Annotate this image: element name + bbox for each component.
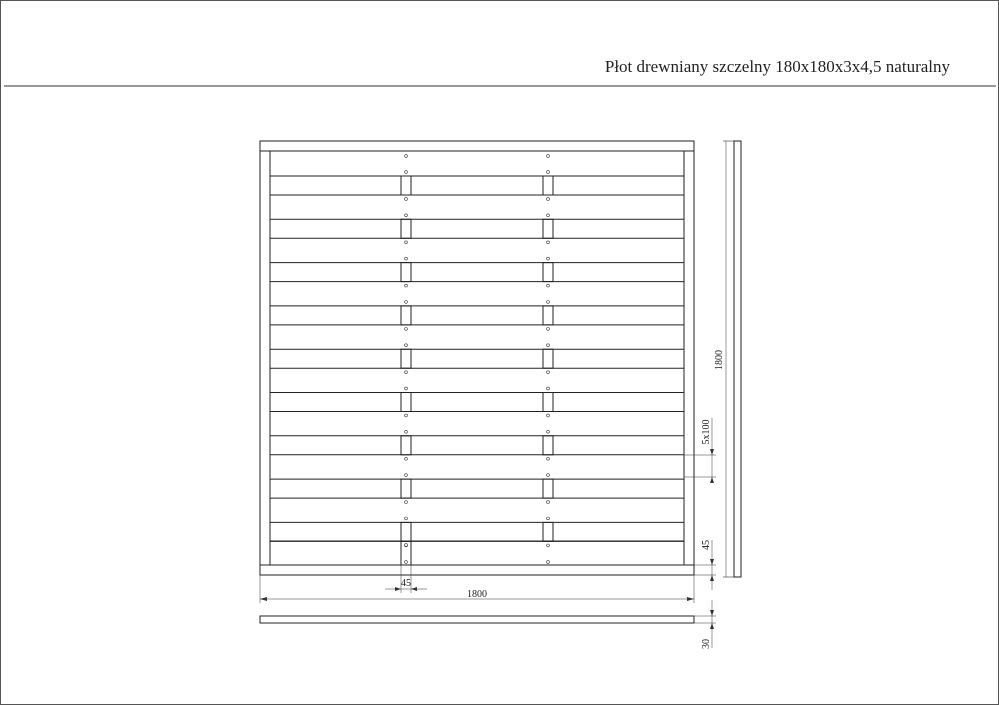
- screw-mark: [547, 561, 550, 564]
- screw-mark: [547, 198, 550, 201]
- screw-mark: [547, 544, 550, 547]
- screw-mark: [405, 371, 408, 374]
- screw-mark: [547, 328, 550, 331]
- screw-mark: [547, 474, 550, 477]
- screw-mark: [405, 301, 408, 304]
- screw-mark: [405, 171, 408, 174]
- screw-mark: [405, 561, 408, 564]
- screw-mark: [547, 344, 550, 347]
- screw-mark: [547, 301, 550, 304]
- screw-mark: [405, 257, 408, 260]
- screw-mark: [547, 171, 550, 174]
- screw-mark: [547, 430, 550, 433]
- thickness-label: 30: [701, 639, 712, 649]
- board-width-label: 45: [401, 578, 411, 589]
- screw-mark: [405, 155, 408, 158]
- screw-mark: [405, 517, 408, 520]
- screw-mark: [547, 214, 550, 217]
- height-dimension-label: 1800: [714, 350, 725, 370]
- screw-mark: [547, 284, 550, 287]
- width-dimension-label: 1800: [467, 589, 487, 600]
- screw-mark: [547, 414, 550, 417]
- screw-mark: [405, 328, 408, 331]
- screw-mark: [405, 241, 408, 244]
- screw-mark: [405, 544, 408, 547]
- screw-mark: [405, 501, 408, 504]
- screw-mark: [405, 457, 408, 460]
- screw-mark: [405, 414, 408, 417]
- screw-mark: [405, 387, 408, 390]
- screw-mark: [547, 501, 550, 504]
- drawing-title: Płot drewniany szczelny 180x180x3x4,5 naturalny: [604, 57, 950, 76]
- screw-mark: [405, 474, 408, 477]
- screw-mark: [547, 387, 550, 390]
- screw-mark: [405, 430, 408, 433]
- bottom-gap-label: 45: [701, 540, 712, 550]
- spacing-dimension-label: 5x100: [701, 419, 712, 445]
- screw-mark: [405, 198, 408, 201]
- screw-mark: [405, 284, 408, 287]
- screw-mark: [547, 257, 550, 260]
- screw-mark: [547, 457, 550, 460]
- screw-mark: [547, 155, 550, 158]
- screw-mark: [547, 371, 550, 374]
- screw-mark: [547, 241, 550, 244]
- screw-mark: [405, 344, 408, 347]
- screw-mark: [405, 214, 408, 217]
- screw-mark: [547, 517, 550, 520]
